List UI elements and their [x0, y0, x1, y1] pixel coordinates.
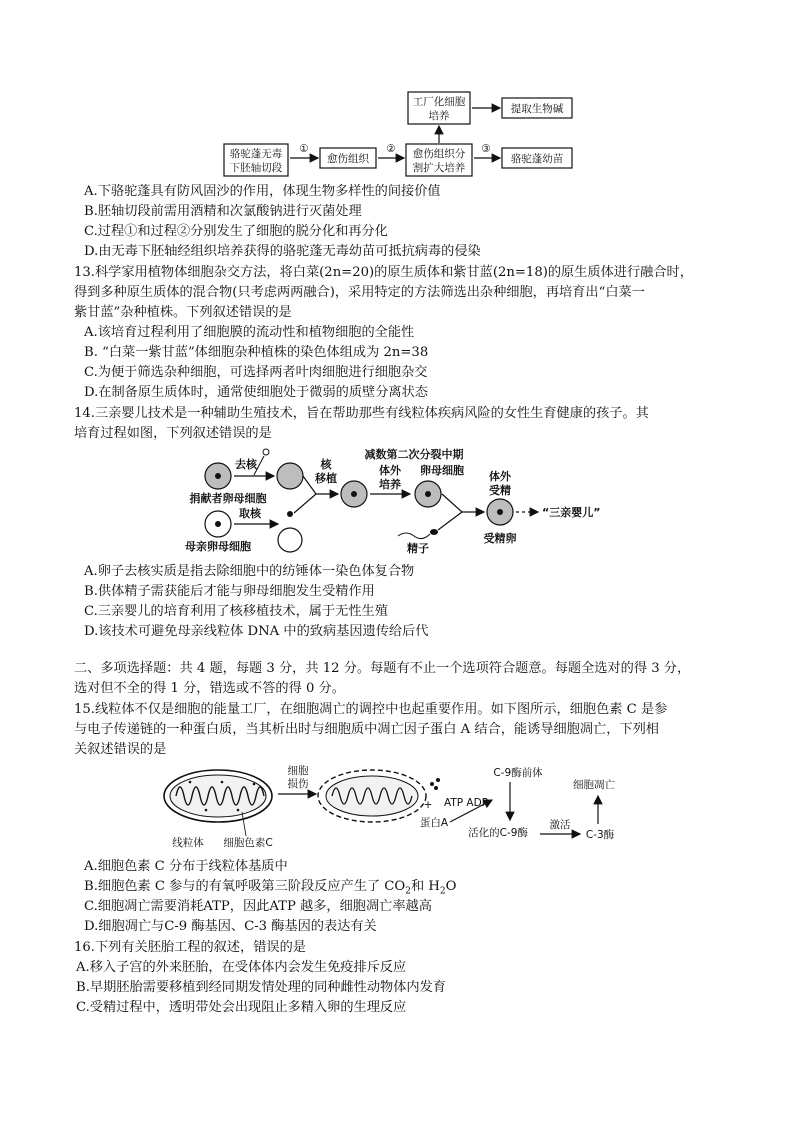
culture-label-1: 体外 [379, 464, 401, 477]
mitochondrion-label: 线粒体 [172, 837, 204, 849]
q14-stem-1: 14.三亲婴儿技术是一种辅助生殖技术，旨在帮助那些有线粒体疾病风险的女性生育健康的孩子。其 [74, 406, 649, 421]
meiosis-label: 减数第二次分裂中期 [364, 448, 464, 461]
q15-option-d: D.细胞凋亡与C-9 酶基因、C-3 酶基因的表达有关 [84, 919, 377, 934]
protein-a-label: 蛋白A [419, 817, 449, 829]
q14-option-c: C.三亲婴儿的培育利用了核移植技术，属于无性生殖 [84, 604, 388, 619]
c3-label: C-3酶 [585, 829, 615, 841]
remove-nucleus-label: 去核 [235, 458, 257, 471]
cytc-dot-icon [436, 778, 440, 782]
sperm-icon [430, 529, 438, 535]
q16-stem: 16.下列有关胚胎工程的叙述，错误的是 [74, 940, 306, 955]
fert-line-bottom [438, 512, 462, 530]
mitochondrion-icon [164, 770, 272, 822]
q16-option-c: C.受精过程中，透明带处会出现阻止多精入卵的生理反应 [76, 1000, 407, 1015]
q12-flow-diagram [214, 88, 584, 178]
q15-option-b [84, 877, 456, 897]
ivf-label-1: 体外 [489, 470, 511, 483]
mother-nucleus-icon [287, 511, 293, 517]
q15-option-c: C.细胞凋亡需要消耗ATP，因此ATP 越多，细胞凋亡率越高 [84, 899, 432, 914]
c9-precursor-label: C-9酶前体 [493, 767, 543, 779]
atp-adp-label: ATP ADP [443, 797, 489, 809]
fert-line-top [442, 494, 462, 512]
removed-nucleus-icon [263, 449, 269, 455]
cytc-dot-icon [430, 782, 434, 786]
sperm-label: 精子 [407, 542, 429, 555]
nuclear-transfer-label-1: 核 [320, 458, 332, 471]
q13-option-c: C.为便于筛选杂种细胞，可选择两者叶肉细胞进行细胞杂交 [84, 365, 428, 380]
section2-heading-2: 选对但不全的得 1 分，错选或不答的得 0 分。 [74, 681, 345, 696]
culture-label-2: 培养 [379, 478, 401, 491]
enucleated-egg-icon [277, 463, 303, 489]
nuclear-transfer-label-2: 移植 [315, 472, 337, 485]
q15-option-b-text: B.细胞色素 C 参与的有氧呼吸第三阶段反应产生了 CO [84, 879, 406, 894]
q16-option-a: A.移入子宫的外来胚胎，在受体体内会发生免疫排斥反应 [76, 960, 407, 975]
box-factory-text-2: 培养 [428, 110, 450, 122]
cytc-dot-icon [434, 786, 438, 790]
step-3-label: ③ [481, 143, 491, 155]
q15-stem-2: 与电子传递链的一种蛋白质，当其析出时与细胞质中凋亡因子蛋白 A 结合，能诱导细胞凋亡，下列相 [74, 722, 659, 737]
section2-heading-1: 二、多项选择题：共 4 题，每题 3 分，共 12 分。每题有不止一个选项符合题意。每题全选对的得 3 分， [74, 661, 691, 676]
oocyte-label: 卵母细胞 [420, 464, 464, 477]
box-start-text-2: 下胚轴切段 [229, 162, 283, 174]
activate-label: 激活 [549, 819, 571, 831]
q12-option-b: B.胚轴切段前需用酒精和次氯酸钠进行灭菌处理 [84, 204, 362, 219]
q15-stem-1: 15.线粒体不仅是细胞的能量工厂，在细胞凋亡的调控中也起重要作用。如下图所示，细胞色素 C 是参 [74, 702, 668, 717]
h2o-subscript: 2 [439, 886, 446, 897]
box-split-text-1: 愈伤组织分 [412, 148, 466, 160]
q14-stem-2: 培育过程如图，下列叙述错误的是 [74, 426, 272, 441]
co2-subscript: 2 [405, 886, 411, 897]
q12-option-a: A.下骆驼蓬具有防风固沙的作用，体现生物多样性的间接价值 [84, 184, 441, 199]
q13-option-d: D.在制备原生质体时，通常使细胞处于微弱的质壁分离状态 [84, 385, 428, 400]
q13-stem-1: 13.科学家用植物体细胞杂交方法，将白菜(2n=20)的原生质体和紫甘蓝(2n=18)的原生质体进行融合时， [74, 265, 693, 280]
q14-option-b: B.供体精子需获能后才能与卵母细胞发生受精作用 [84, 584, 375, 599]
q14-three-parent-diagram [166, 444, 636, 558]
q15-option-a: A.细胞色素 C 分布于线粒体基质中 [84, 859, 288, 874]
damage-label-1: 细胞 [287, 765, 309, 777]
mother-egg-label: 母亲卵母细胞 [185, 540, 251, 553]
plus-sign: + [423, 799, 433, 811]
donor-egg-label: 捐献者卵母细胞 [189, 492, 267, 505]
baby-label: “三亲婴儿” [542, 506, 601, 519]
zygote-label: 受精卵 [483, 532, 517, 545]
cytc-label: 细胞色素C [223, 837, 273, 849]
merge-line-bottom [294, 494, 316, 513]
q16-option-b: B.早期胚胎需要移植到经同期发情处理的同种雌性动物体内发育 [76, 980, 446, 995]
box-seedling-text: 骆驼蓬幼苗 [510, 153, 564, 165]
step-2-label: ② [386, 143, 396, 155]
damage-label-2: 损伤 [287, 778, 309, 790]
activated-c9-label: 活化的C-9酶 [468, 827, 528, 839]
take-nucleus-label: 取核 [239, 507, 261, 520]
apoptosis-label: 细胞凋亡 [573, 779, 615, 791]
q13-stem-2: 得到多种原生质体的混合物(只考虑两两融合)，采用特定的方法筛选出杂种细胞，再培育出“白菜一 [74, 285, 645, 300]
q14-option-d: D.该技术可避免母亲线粒体 DNA 中的致病基因遗传给后代 [84, 624, 429, 639]
box-split-text-2: 割扩大培养 [412, 162, 466, 174]
mother-egg-remainder-icon [278, 528, 302, 552]
q12-option-c: C.过程①和过程②分别发生了细胞的脱分化和再分化 [84, 224, 388, 239]
q13-option-b: B. “白菜一紫甘蓝”体细胞杂种植株的染色体组成为 2n=38 [84, 345, 429, 360]
box-callus-text: 愈伤组织 [327, 153, 369, 165]
q13-stem-3: 紫甘蓝”杂种植株。下列叙述错误的是 [74, 305, 292, 320]
box-extract-text: 提取生物碱 [510, 103, 564, 115]
damaged-mitochondrion-icon [318, 770, 426, 822]
q14-option-a: A.卵子去核实质是指去除细胞中的纺锤体一染色体复合物 [84, 564, 415, 579]
sperm-tail-icon [398, 533, 430, 539]
q15-option-b-mid: 和 H [410, 879, 440, 894]
ivf-label-2: 受精 [489, 484, 511, 497]
q12-option-d: D.由无毒下胚轴经组织培养获得的骆驼蓬无毒幼苗可抵抗病毒的侵染 [84, 244, 481, 259]
box-start-text-1: 骆驼蓬无毒 [229, 148, 283, 160]
q15-apoptosis-diagram [160, 762, 630, 856]
step-1-label: ① [299, 143, 309, 155]
box-factory-text-1: 工厂化细胞 [412, 96, 466, 108]
q15-option-b-end: O [445, 879, 457, 894]
q13-option-a: A.该培育过程利用了细胞膜的流动性和植物细胞的全能性 [84, 325, 415, 340]
q15-stem-3: 关叙述错误的是 [74, 742, 167, 757]
